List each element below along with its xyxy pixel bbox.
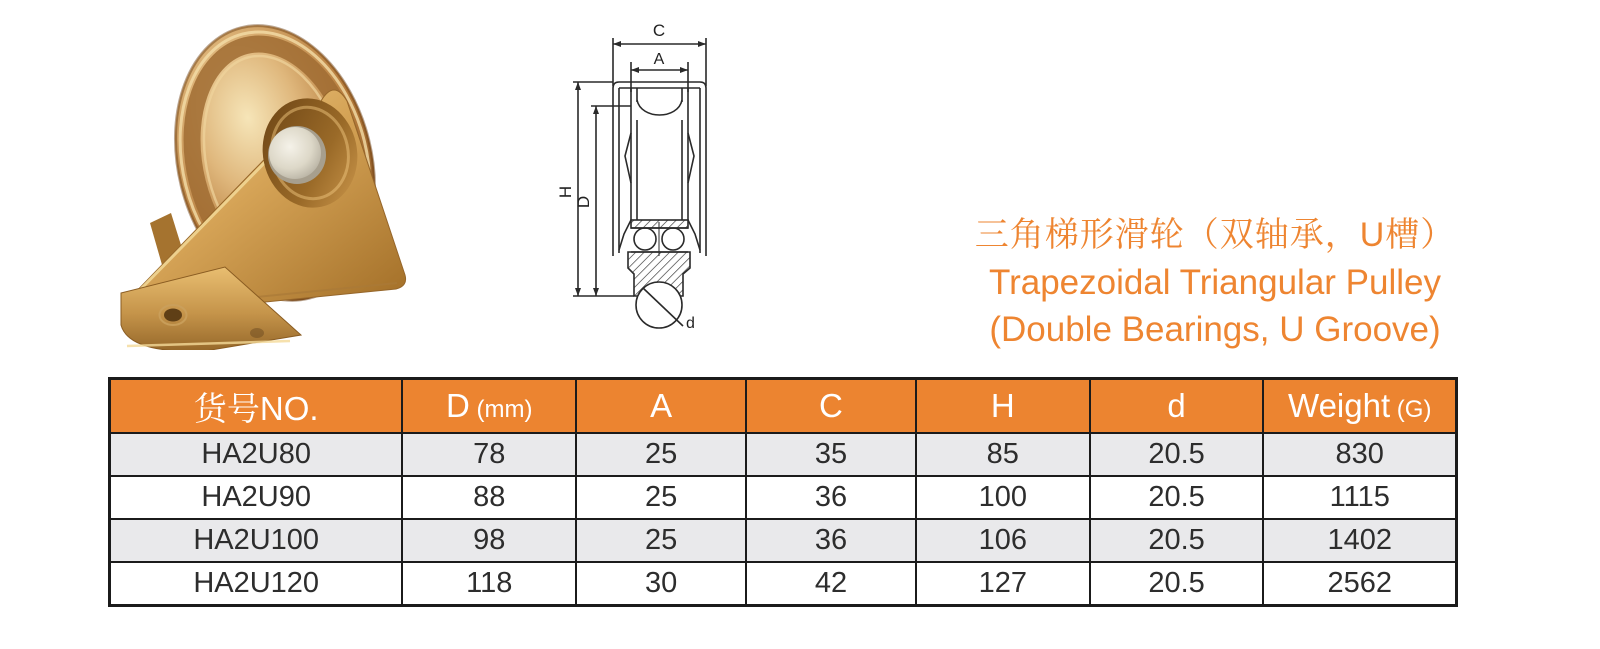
column-header-label: Weight xyxy=(1288,387,1391,424)
product-title-zh: 三角梯形滑轮（双轴承，U槽） xyxy=(974,216,1456,254)
column-header xyxy=(110,379,403,434)
column-header xyxy=(916,379,1090,434)
dim-label-A: A xyxy=(653,51,665,68)
table-cell: 20.5 xyxy=(1090,562,1264,606)
table-cell: 100 xyxy=(916,476,1090,519)
table-cell: 830 xyxy=(1263,433,1456,476)
dim-label-d: d xyxy=(686,315,695,332)
spec-table-body xyxy=(110,433,1457,606)
product-title-en-line2: (Double Bearings, U Groove) xyxy=(989,310,1441,349)
table-cell: 106 xyxy=(916,519,1090,562)
column-header xyxy=(576,379,746,434)
column-header-label: H xyxy=(990,387,1015,424)
table-row xyxy=(110,433,1457,476)
spec-table-head xyxy=(110,379,1457,434)
model-number-cell: HA2U100 xyxy=(110,519,403,562)
column-header xyxy=(1090,379,1264,434)
table-cell: 20.5 xyxy=(1090,519,1264,562)
column-header-label: C xyxy=(819,387,843,424)
table-cell: 36 xyxy=(746,476,916,519)
table-cell: 20.5 xyxy=(1090,433,1264,476)
product-title-block xyxy=(955,212,1475,353)
table-cell: 78 xyxy=(402,433,576,476)
axle-hub xyxy=(269,127,321,179)
table-cell: 2562 xyxy=(1263,562,1456,606)
pulley-photo-illustration xyxy=(105,5,470,350)
column-header-unit: (mm) xyxy=(469,396,533,423)
table-cell: 85 xyxy=(916,433,1090,476)
column-header xyxy=(746,379,916,434)
table-cell: 25 xyxy=(576,433,746,476)
table-cell: 88 xyxy=(402,476,576,519)
screw-hole-2 xyxy=(250,328,264,338)
column-header xyxy=(402,379,576,434)
column-header-label: d xyxy=(1167,387,1186,424)
column-header xyxy=(1263,379,1456,434)
table-header-row xyxy=(110,379,1457,434)
table-cell: 127 xyxy=(916,562,1090,606)
table-row xyxy=(110,476,1457,519)
table-row xyxy=(110,562,1457,606)
table-cell: 1402 xyxy=(1263,519,1456,562)
column-header-label: A xyxy=(650,387,673,424)
table-cell: 30 xyxy=(576,562,746,606)
dim-label-D: D xyxy=(574,195,593,209)
dim-label-H: H xyxy=(556,185,575,199)
column-header-unit: (G) xyxy=(1390,396,1432,423)
column-header-label: D xyxy=(446,387,470,424)
table-cell: 98 xyxy=(402,519,576,562)
table-cell: 1115 xyxy=(1263,476,1456,519)
dim-label-C: C xyxy=(652,21,666,40)
cross-section-diagram xyxy=(540,8,790,353)
product-title-en-line1: Trapezoidal Triangular Pulley xyxy=(989,263,1441,302)
table-cell: 20.5 xyxy=(1090,476,1264,519)
table-cell: 25 xyxy=(576,476,746,519)
model-number-cell: HA2U80 xyxy=(110,433,403,476)
table-cell: 36 xyxy=(746,519,916,562)
table-cell: 35 xyxy=(746,433,916,476)
model-number-cell: HA2U90 xyxy=(110,476,403,519)
table-cell: 25 xyxy=(576,519,746,562)
product-photo xyxy=(105,5,470,350)
model-number-cell: HA2U120 xyxy=(110,562,403,606)
table-cell: 42 xyxy=(746,562,916,606)
technical-drawing xyxy=(540,8,790,353)
table-cell: 118 xyxy=(402,562,576,606)
table-row xyxy=(110,519,1457,562)
screw-hole xyxy=(164,309,182,322)
column-header-label: 货号NO. xyxy=(193,389,319,427)
spec-table xyxy=(108,377,1458,607)
